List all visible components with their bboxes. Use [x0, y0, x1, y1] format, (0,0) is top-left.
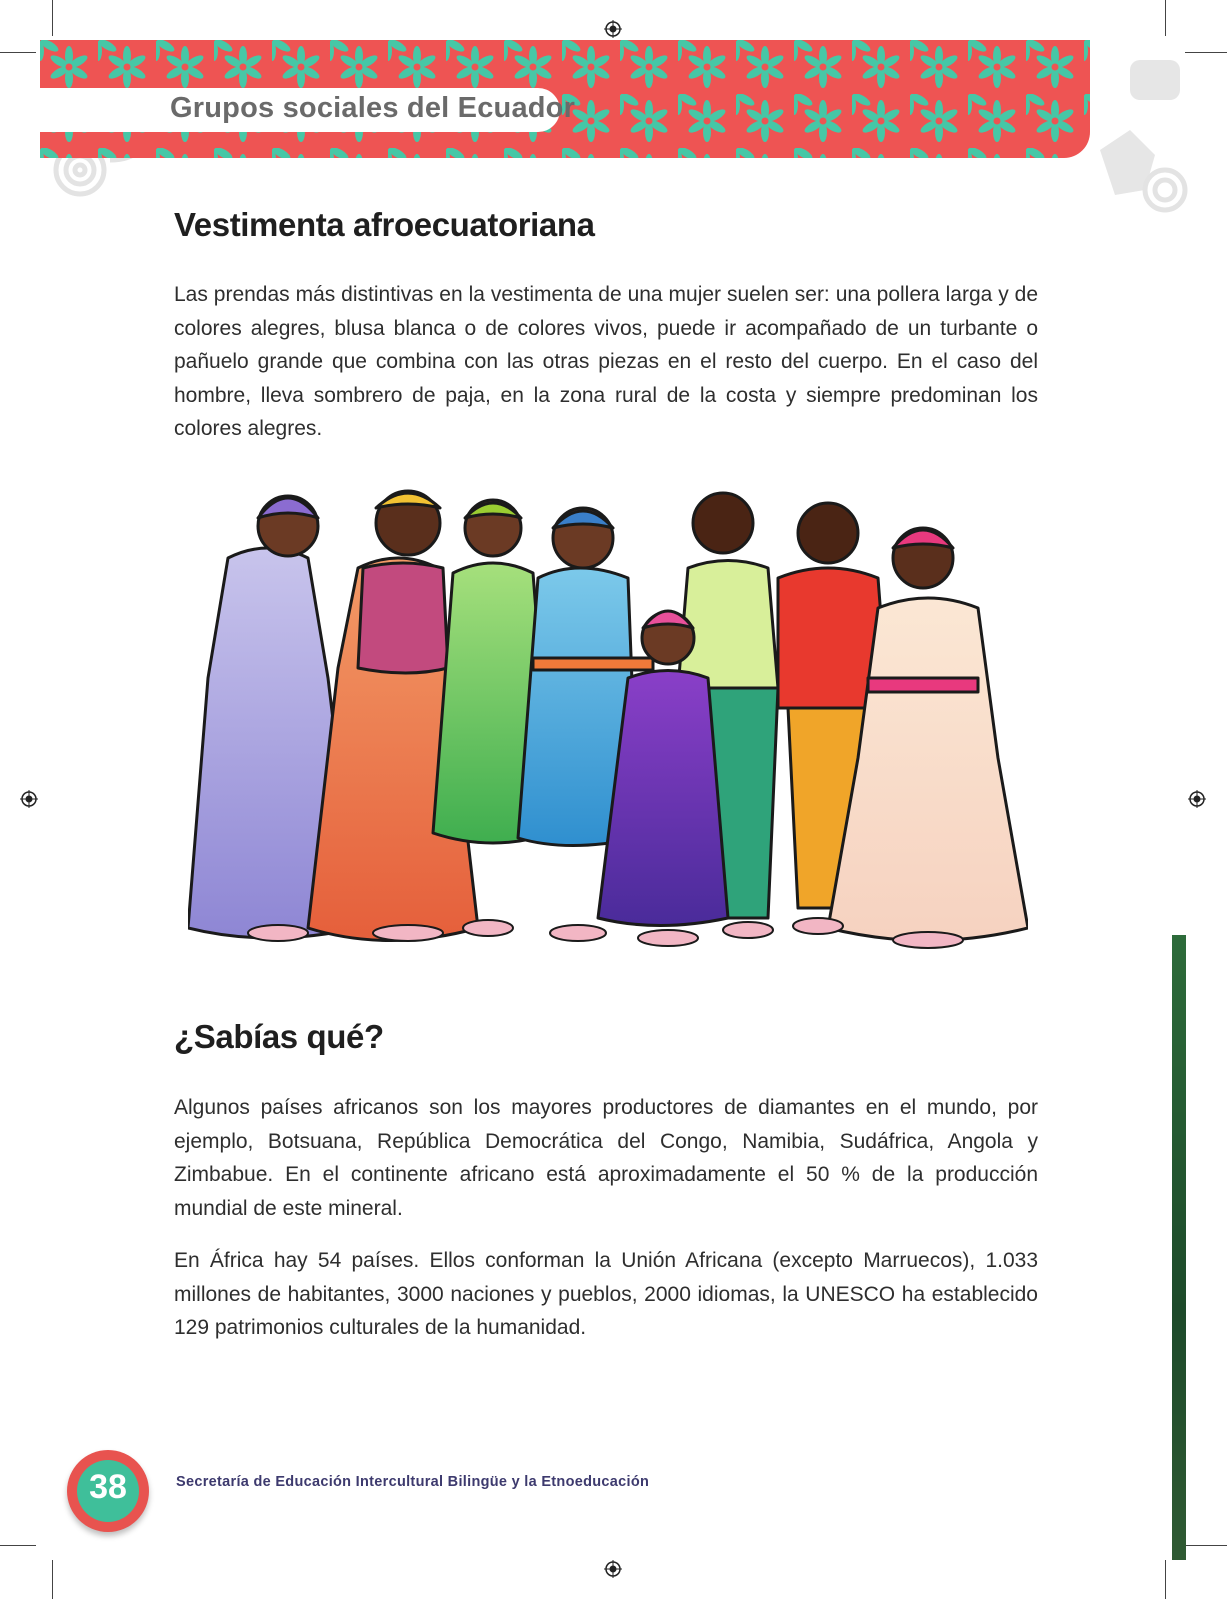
- crop-mark: [1185, 1545, 1227, 1546]
- afroecuadorian-women-illustration: [188, 478, 1028, 988]
- crop-mark: [1185, 52, 1227, 53]
- registration-mark-icon: [604, 1560, 622, 1578]
- crop-mark: [0, 52, 36, 53]
- crop-mark: [1165, 0, 1166, 36]
- crop-mark: [0, 1545, 36, 1546]
- decorative-swirl-icon: [40, 150, 160, 220]
- heading-vestimenta: Vestimenta afroecuatoriana: [174, 206, 595, 243]
- registration-mark-icon: [20, 790, 38, 808]
- crop-mark: [52, 0, 53, 36]
- registration-mark-icon: [604, 20, 622, 38]
- crop-mark: [52, 1560, 53, 1599]
- heading-sabias-que: ¿Sabías qué?: [174, 1018, 384, 1055]
- registration-mark-icon: [1188, 790, 1206, 808]
- publisher-footer: Secretaría de Educación Intercultural Bilingüe y la Etnoeducación: [176, 1474, 650, 1490]
- crop-mark: [1165, 1560, 1166, 1599]
- page-edge-strip: [1172, 935, 1186, 1560]
- page-number: 38: [89, 1468, 127, 1506]
- paragraph-vestimenta: Las prendas más distintivas en la vestimenta de una mujer suelen ser: una pollera larga y de colores alegres, blusa blanca o de colores vivos, puede ir acompañado de un turbante o pañuelo grande que combina con las otras piezas en el resto del cuerpo. En el caso del hombre, lleva sombrero de paja, en la zona rural de la costa y siempre predominan los colores alegres.: [174, 283, 1038, 440]
- section-title: Grupos sociales del Ecuador: [170, 92, 576, 124]
- paragraph-diamantes: Algunos países africanos son los mayores productores de diamantes en el mundo, por ejemplo, Botsuana, República Democrática del Congo, Namibia, Sudáfrica, Angola y Zimbabue. En el continente africano está aproximadamente el 50 % de la producción mundial de este mineral.: [174, 1096, 1038, 1220]
- paragraph-africa: En África hay 54 países. Ellos conforman la Unión Africana (excepto Marruecos), 1.033 millones de habitantes, 3000 naciones y pueblos, 2000 idiomas, la UNESCO ha establecido 129 patrimonios culturales de la humanidad.: [174, 1249, 1038, 1339]
